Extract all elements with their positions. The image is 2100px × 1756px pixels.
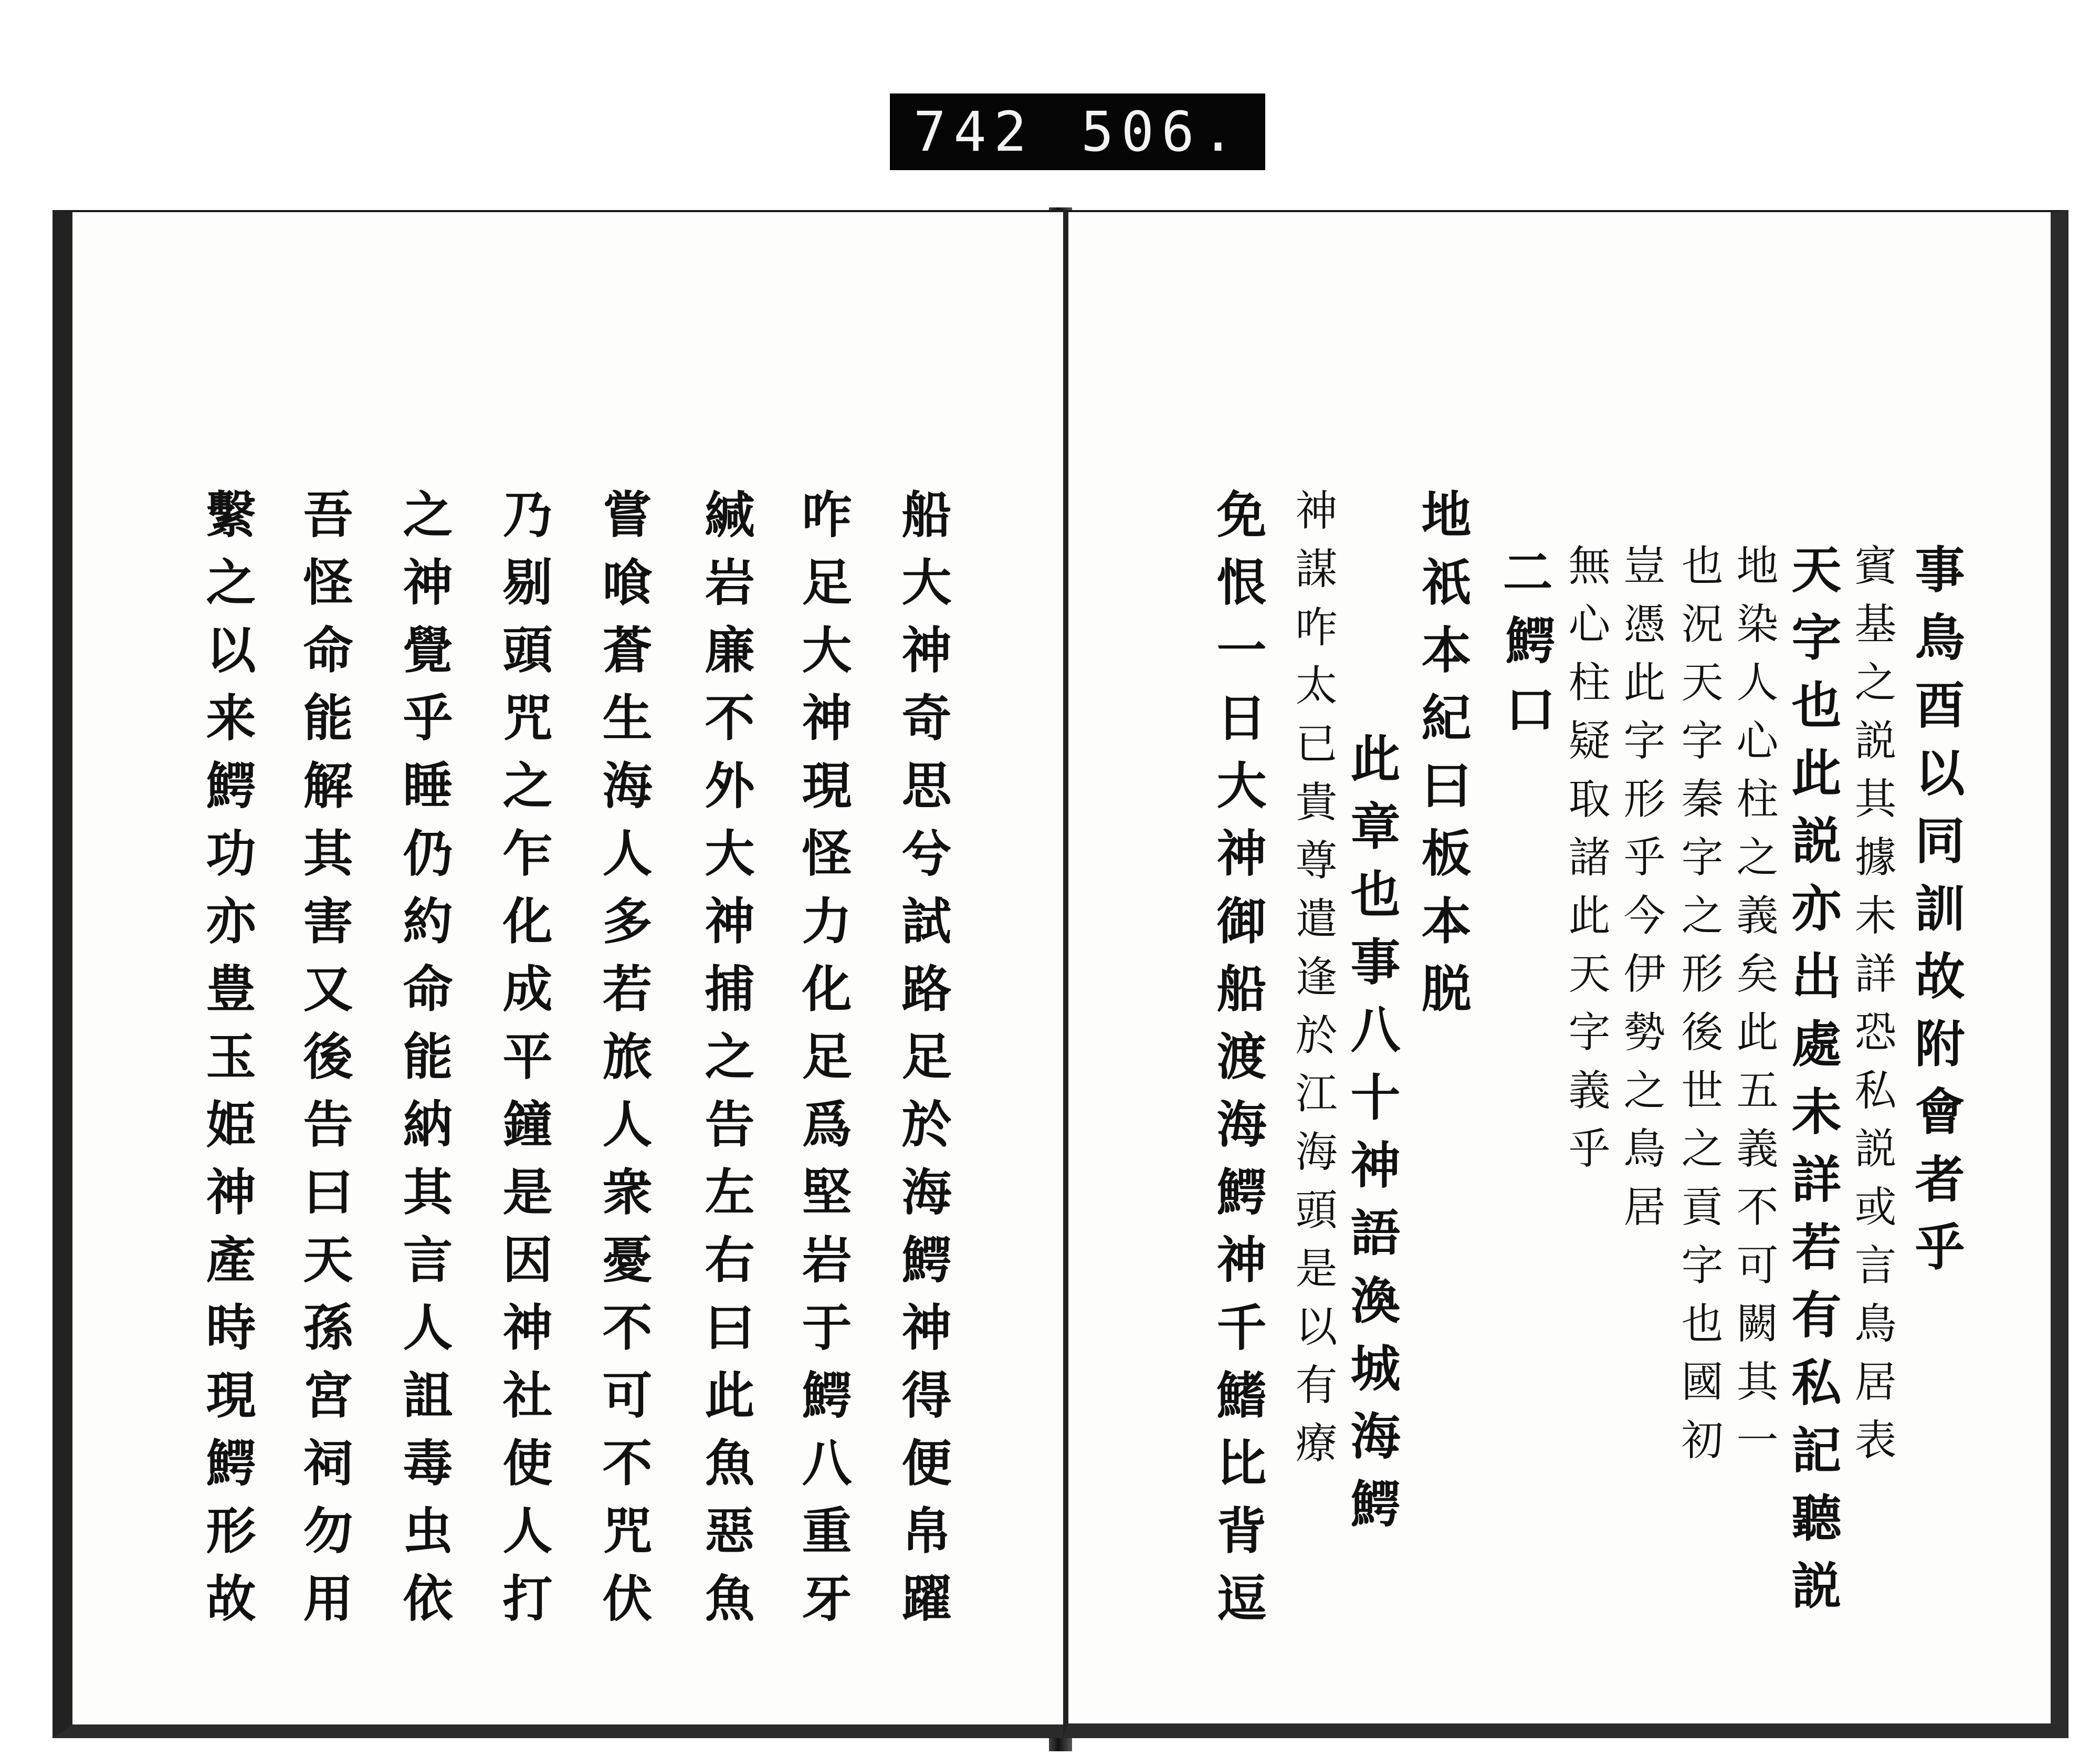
right-column-3: 天字也此説亦出處未詳若有私記聽説 [1783,543,1842,1627]
left-column-7: 吾怪命能解其害又後告曰天孫宮祠勿用 [295,488,353,1640]
page-number-stamp [890,93,1265,170]
left-column-2: 咋足大神現怪力化足爲堅岩于鰐八重牙 [794,488,852,1640]
stamp-left-number: 742 [913,100,1034,164]
left-column-6: 之神覺乎睡仍約命能納其言人詛毒虫依 [395,488,453,1640]
right-column-7: 無心柱疑取諸此天字義乎 [1561,543,1610,1185]
section-number: 二 [1495,546,1553,615]
right-column-12: 神謀咋太已貴尊遣逢於江海頭是以有療 [1288,488,1337,1479]
left-column-3: 緘岩廉不外大神捕之告左右曰此魚惡魚 [697,488,755,1640]
section-title: 鰐口 [1497,614,1556,752]
right-column-1: 事鳥酉以同訓故附會者乎 [1907,543,1965,1289]
left-column-5: 乃剔頭咒之乍化成平鐘是因神社使人打 [495,488,553,1640]
stamp-right-number: 506. [1080,100,1242,164]
left-column-1: 船大神奇思兮試路足於海鰐神得便帛躍 [894,488,952,1640]
right-column-5: 也況天字秦字之形後世之貢字也國初 [1674,543,1723,1476]
left-column-4: 嘗喰蒼生海人多若旅人衆憂不可不咒伏 [594,488,653,1640]
right-column-6: 豈憑此字形乎今伊勢之鳥居 [1616,543,1665,1243]
right-column-10: 地祇本紀曰板本脱 [1413,488,1472,1030]
right-column-2: 賓基之説其據未詳恐私説或言鳥居表 [1847,543,1896,1476]
right-column-11: 此章也事八十神語渙城海鰐 [1342,733,1401,1545]
left-column-8: 繫之以来鰐功亦豊玉姫神產時現鰐形故 [198,488,256,1640]
right-column-4: 地染人心柱之義矣此五義不可闕其一 [1729,543,1778,1476]
right-column-13: 免恨一日大神御船渡海鰐神千鰭比背逗 [1209,488,1267,1640]
